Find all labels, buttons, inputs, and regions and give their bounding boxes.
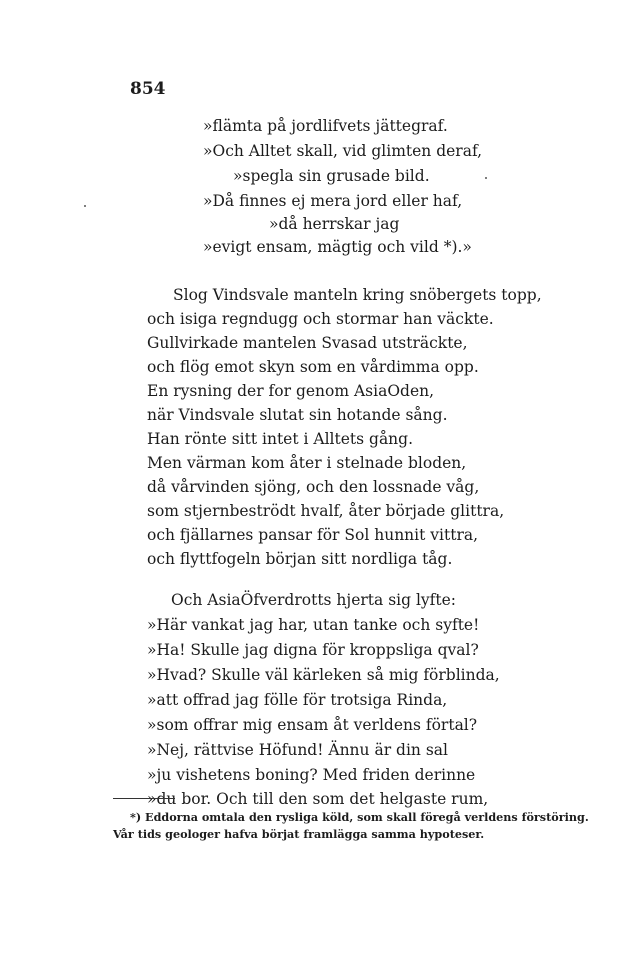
verse-line: när Vindsvale slutat sin hotande sång. xyxy=(147,406,448,424)
verse-line: Men värman kom åter i stelnade bloden, xyxy=(147,454,467,472)
verse-line: »Ha! Skulle jag digna för kroppsliga qval? xyxy=(147,641,479,659)
verse-line: och fjällarnes pansar för Sol hunnit vittra, xyxy=(147,526,479,544)
footnote-line: Vår tids geologer hafva börjat framlägga samma hypoteser. xyxy=(113,827,485,841)
verse-line: »Då finnes ej mera jord eller haf, xyxy=(203,192,463,210)
footnote-line: *) Eddorna omtala den rysliga köld, som skall föregå verldens förstöring. xyxy=(130,810,589,824)
verse-line: »att offrad jag fölle för trotsiga Rinda, xyxy=(147,691,448,709)
verse-line: »du bor. Och till den som det helgaste rum, xyxy=(147,790,489,808)
scan-speck xyxy=(84,205,86,207)
verse-line: »då herrskar jag xyxy=(269,215,400,233)
verse-line: och flyttfogeln början sitt nordliga tåg. xyxy=(147,550,453,568)
page-number: 854 xyxy=(130,79,166,99)
verse-line: »Här vankat jag har, utan tanke och syfte! xyxy=(147,616,480,634)
verse-line: »ju vishetens boning? Med friden derinne xyxy=(147,766,476,784)
verse-line: som stjernbeströdt hvalf, åter började glittra, xyxy=(147,502,505,520)
verse-line: »Och Alltet skall, vid glimten deraf, xyxy=(203,142,483,160)
verse-line: En rysning der for genom AsiaOden, xyxy=(147,382,435,400)
verse-line: »evigt ensam, mägtig och vild *).» xyxy=(203,238,472,256)
verse-line: och isiga regndugg och stormar han väckte. xyxy=(147,310,494,328)
scan-speck xyxy=(485,177,487,179)
verse-line: »Hvad? Skulle väl kärleken så mig förblinda, xyxy=(147,666,500,684)
verse-line: Gullvirkade mantelen Svasad utsträckte, xyxy=(147,334,468,352)
verse-line: och flög emot skyn som en vårdimma opp. xyxy=(147,358,479,376)
verse-line: då vårvinden sjöng, och den lossnade våg, xyxy=(147,478,480,496)
verse-line: Han rönte sitt intet i Alltets gång. xyxy=(147,430,414,448)
footnote-divider xyxy=(113,798,175,799)
verse-line: »som offrar mig ensam åt verldens förtal? xyxy=(147,716,478,734)
verse-line: »spegla sin grusade bild. xyxy=(233,167,430,185)
verse-line: »Nej, rättvise Höfund! Ännu är din sal xyxy=(147,741,448,759)
verse-line: Och AsiaÖfverdrotts hjerta sig lyfte: xyxy=(171,591,457,609)
verse-line: Slog Vindsvale manteln kring snöbergets topp, xyxy=(173,286,542,304)
verse-line: »flämta på jordlifvets jättegraf. xyxy=(203,117,448,135)
